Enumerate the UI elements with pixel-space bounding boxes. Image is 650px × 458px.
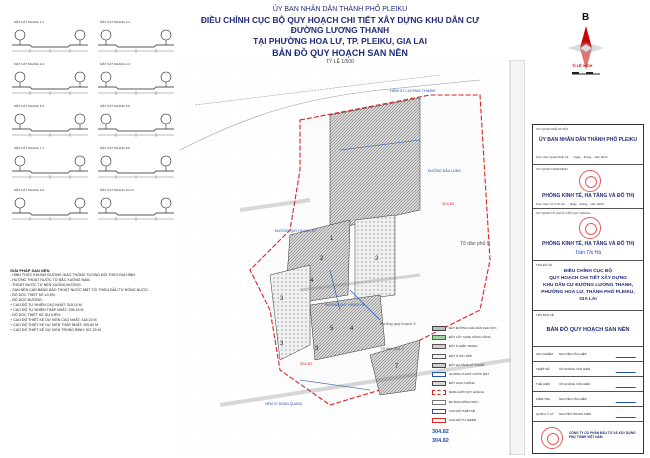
north-compass xyxy=(566,14,606,78)
legend-item xyxy=(432,380,522,388)
lot-label: 4 xyxy=(310,278,314,284)
tb-project-label: TÊN ĐỒ ÁN xyxy=(536,263,553,267)
legend-label: HƯỚNG THOÁT NƯỚC MẶT xyxy=(449,372,490,376)
legend-swatch xyxy=(432,418,446,423)
tb-drawing-name: BẢN ĐỒ QUY HOẠCH SAN NỀN xyxy=(546,327,630,333)
lot-label: 3 xyxy=(280,341,284,347)
legend-label: ĐẤT CÂY XANH CÔNG CỘNG xyxy=(449,335,491,340)
notes-line: - HÌNH THỨC KHUNG ĐƯỜNG GIAO THÔNG TƯƠNG ĐỐI THEO ĐỊA HÌNH. xyxy=(10,273,136,277)
cross-section-title: MẶT CẮT NGANG 9-9 xyxy=(14,188,45,192)
road-label-2: ĐƯỜNG QUY HOẠCH 12 xyxy=(275,229,316,233)
legend-label: ĐẤT GIAO THÔNG xyxy=(449,381,475,386)
cross-section-profile xyxy=(96,109,176,139)
tb-appraise xyxy=(533,165,643,209)
cross-section xyxy=(10,188,90,222)
legend-item xyxy=(432,362,522,370)
tb-project-line: GIA LAI xyxy=(579,297,597,302)
cross-section-title: MẶT CẮT NGANG 8-8 xyxy=(100,146,131,150)
tb-approve-note: Kèm theo Quyết định số:…, Ngày…tháng…năm 2024 xyxy=(536,155,608,159)
cross-section-title: MẶT CẮT NGANG 3-3 xyxy=(14,62,45,66)
tb-project-line: ĐIỀU CHỈNH CỤC BỘ xyxy=(563,269,613,274)
legend-swatch xyxy=(432,363,446,368)
cross-section-profile xyxy=(10,25,90,55)
legend-swatch xyxy=(432,344,446,349)
notes-line: - ĐỘ DỐC THIẾT KẾ ≥0,4%. xyxy=(10,293,56,297)
elevation-label: 304.82 xyxy=(442,201,455,206)
tb-role-row xyxy=(533,407,643,422)
notes-line: - ĐỘ DỐC ĐƯỜNG: xyxy=(10,298,43,302)
road-label-1: HẺM 37 LƯƠNG THẠNH xyxy=(390,88,436,93)
signature-mark xyxy=(616,365,639,373)
tb-approve-label: CƠ QUAN PHÊ DUYỆT xyxy=(536,127,569,131)
tb-organize-label: CƠ QUAN TỔ CHỨC LẬP QUY HOẠCH xyxy=(536,211,591,215)
tb-role-name: VÕ HOÀNG VĂN HIỆN xyxy=(559,367,591,371)
cross-sections-panel xyxy=(10,20,180,260)
legend-item xyxy=(432,353,522,361)
road-label-6: HẺM 47 ĐOÀN QUANG xyxy=(265,402,303,406)
legend-swatch xyxy=(432,409,446,414)
legend-label: RANH GIỚI QUY HOẠCH xyxy=(449,390,484,395)
legend-item xyxy=(432,371,522,379)
cross-section-profile xyxy=(96,193,176,223)
road-label-7: Tổ dân phố 9 xyxy=(460,241,490,247)
tb-project-line: QUY HOẠCH CHI TIẾT XÂY DỰNG xyxy=(549,276,627,281)
road-label-4: ĐƯỜNG QUY HOẠCH 8 xyxy=(325,303,364,307)
cross-section xyxy=(96,62,176,96)
notes-line: - THOÁT NƯỚC TỪ NỀN XUỐNG ĐƯỜNG. xyxy=(10,283,82,287)
tb-drawing xyxy=(533,311,643,347)
cross-section xyxy=(96,104,176,138)
scale-label: TỈ LỆ XÍCH xyxy=(572,63,593,68)
road-label-8: Tổ dân phố 7 xyxy=(380,346,404,351)
notes-line: + CAO ĐỘ TỰ NHIÊN CAO NHẤT: 315,15 M xyxy=(10,303,82,307)
road-label-3: ĐƯỜNG ĐẦU LONG xyxy=(428,169,462,173)
tb-appraise-note: Kèm theo Tờ trình số:…, Ngày…tháng…năm 2024 xyxy=(536,202,604,206)
title-line-1: ĐIỀU CHỈNH CỤC BỘ QUY HOẠCH CHI TIẾT XÂY DỰNG KHU DÂN CƯ ĐƯỜNG LƯƠNG THANH xyxy=(200,15,480,35)
cross-section xyxy=(10,62,90,96)
legend-item xyxy=(432,389,522,397)
cross-section xyxy=(10,104,90,138)
tb-role: CHỦ NHIỆM xyxy=(536,352,553,356)
red-stamp xyxy=(579,217,601,239)
cross-section-title: MẶT CẮT NGANG 6-6 xyxy=(100,104,131,108)
cross-section-title: MẶT CẮT NGANG 7-7 xyxy=(14,146,45,150)
cross-section xyxy=(96,188,176,222)
legend-swatch xyxy=(432,400,446,405)
legend-item xyxy=(432,334,522,342)
tb-consultant xyxy=(533,423,643,453)
tb-role: QUẢN LÝ KT xyxy=(536,412,554,416)
cross-section xyxy=(96,20,176,54)
lot-label: 2 xyxy=(320,256,324,262)
compass-letter: B xyxy=(582,12,590,23)
cross-section-title: MẶT CẮT NGANG 10-10 xyxy=(100,188,134,192)
authority-name: ỦY BAN NHÂN DÂN THÀNH PHỐ PLEIKU xyxy=(272,6,408,13)
cross-section-profile xyxy=(96,151,176,181)
notes-line: - SAN NỀN CÂN BẰNG BẢO THOÁT NƯỚC MẶT TỐI THIỂU ĐẦU TƯ ĐỒNG NƯỚC. xyxy=(10,288,149,292)
drawing-header xyxy=(190,6,490,65)
notes-lines xyxy=(10,273,190,333)
compass-icon xyxy=(566,14,606,78)
cross-section-profile xyxy=(10,193,90,223)
lot-label: 5 xyxy=(330,326,334,332)
tb-role-row xyxy=(533,362,643,377)
cross-section-title: MẶT CẮT NGANG 2-2 xyxy=(100,20,131,24)
signature-mark xyxy=(616,410,639,418)
lot-label: 4 xyxy=(350,326,354,332)
cross-section-profile xyxy=(96,25,176,55)
road-label-5: Đường quy hoạch 5 xyxy=(380,321,416,326)
legend-label: ĐƯỜNG ĐỒNG MỨC xyxy=(449,399,479,404)
cross-section-profile xyxy=(10,67,90,97)
tb-role-name: NGUYỄN TRUNG KIÊN xyxy=(559,412,592,416)
legend-label: CAO ĐỘ THIẾT KẾ xyxy=(449,408,476,413)
title-line-2: TẠI PHƯỜNG HOA LƯ, TP. PLEIKU, GIA LAI xyxy=(253,36,427,46)
legend-label: CAO ĐỘ TỰ NHIÊN xyxy=(449,418,477,422)
cross-section-title: MẶT CẮT NGANG 1-1 xyxy=(14,20,45,24)
lot-label: 1 xyxy=(330,236,334,242)
tb-project-line: PHƯỜNG HOA LƯ, THÀNH PHỐ PLEIKU, xyxy=(541,290,635,295)
tb-role: THỂ HIỆN xyxy=(536,382,551,386)
tb-drawing-label: TÊN BẢN VẼ xyxy=(536,313,554,317)
legend-label: ĐẤT HẠ TẦNG KỸ THUẬT xyxy=(449,362,485,367)
signature-mark xyxy=(616,395,639,403)
notes-line: + CAO ĐỘ TỰ NHIÊN THẤP NHẤT: 295,15 M xyxy=(10,308,84,312)
tb-appraise-org: PHÒNG KINH TẾ, HẠ TẦNG VÀ ĐÔ THỊ xyxy=(542,193,634,199)
title-block xyxy=(532,124,644,454)
red-stamp xyxy=(541,427,563,449)
tb-organize xyxy=(533,209,643,261)
cross-section-title: MẶT CẮT NGANG 4-4 xyxy=(100,62,131,66)
tb-approve-org: ỦY BAN NHÂN DÂN THÀNH PHỐ PLEIKU xyxy=(539,137,637,143)
tb-organize-org: PHÒNG KINH TẾ, HẠ TẦNG VÀ ĐÔ THỊ xyxy=(542,241,634,247)
tb-role-name: NGUYỄN VĂN HIỆP xyxy=(559,397,587,401)
legend-item xyxy=(432,399,522,407)
tb-consultant-name: CÔNG TY CỔ PHẦN ĐẦU TƯ VÀ XÂY DỰNG PHÚ THỊNH VIỆT NAM xyxy=(569,431,636,440)
notes-line: + CAO ĐỘ THIẾT KẾ DỰ KIẾN TRUNG BÌNH: 307,29 M xyxy=(10,328,101,332)
cross-section-title: MẶT CẮT NGANG 5-5 xyxy=(14,104,45,108)
red-stamp xyxy=(579,170,601,192)
legend-swatch xyxy=(432,354,446,359)
signature-mark xyxy=(616,380,639,388)
tb-role: KIỂM TRA xyxy=(536,397,551,401)
tb-approve xyxy=(533,125,643,165)
legend-swatch xyxy=(432,390,446,395)
tb-role: THIẾT KẾ xyxy=(536,367,550,371)
tb-appraise-label: CƠ QUAN THẨM ĐỊNH xyxy=(536,167,568,171)
notes-title: GIẢI PHÁP SAN NỀN xyxy=(10,268,50,273)
tb-signer: Trần Thị Hà xyxy=(574,250,602,256)
tb-project xyxy=(533,261,643,311)
elevation-label: 304.82 xyxy=(300,361,313,366)
tb-role-name: VÕ HOÀNG VĂN HIỆN xyxy=(559,382,591,386)
tb-role-row xyxy=(533,392,643,407)
legend-elev-design: 304.82 xyxy=(432,429,449,435)
legend-swatch xyxy=(432,335,446,340)
legend-elev-natural: 304.82 xyxy=(432,438,449,444)
tb-role-row xyxy=(533,347,643,362)
grading-notes xyxy=(10,268,190,333)
cross-section-profile xyxy=(10,109,90,139)
legend-label: ĐẤT Ở HIỆN TRẠNG xyxy=(449,344,478,349)
signature-mark xyxy=(616,350,639,358)
cross-section xyxy=(10,20,90,54)
legend-label: ĐẤT Ở XÂY MỚI xyxy=(449,353,472,358)
lot-label: 2 xyxy=(375,256,379,262)
legend-swatch xyxy=(432,326,446,331)
legend-item xyxy=(432,408,522,416)
legend-item xyxy=(432,417,522,425)
cross-section xyxy=(96,146,176,180)
drawing-name: BẢN ĐỒ QUY HOẠCH SAN NỀN xyxy=(272,48,408,58)
notes-line: + CAO ĐỘ THIẾT KẾ DỰ KIẾN THẤP NHẤT: 299,82 M xyxy=(10,323,99,327)
tb-role-row xyxy=(533,377,643,392)
legend-item xyxy=(432,325,522,333)
legend-item xyxy=(432,343,522,351)
lot-label: 3 xyxy=(280,296,284,302)
lot-label: 7 xyxy=(395,364,399,370)
lot-label: 3 xyxy=(315,346,319,352)
notes-line: - HƯỚNG THOÁT NƯỚC TỪ BẮC XUỐNG NAM. xyxy=(10,278,91,282)
cross-section xyxy=(10,146,90,180)
notes-line: - ĐỘ DỐC THIẾT KẾ DỰ KIẾN: xyxy=(10,313,61,317)
legend-label: ĐẤT ĐƯỜNG NHÀ DÂN KHU VỰC xyxy=(449,326,497,330)
tb-project-line: KHU DÂN CƯ ĐƯỜNG LƯƠNG THANH, xyxy=(543,283,633,288)
legend-swatch xyxy=(432,381,446,386)
notes-line: + CAO ĐỘ THIẾT KẾ DỰ KIẾN CAO NHẤT: 318,15 M xyxy=(10,318,97,322)
tb-role-name: NGUYỄN VĂN HIỆP xyxy=(559,352,587,356)
cross-section-profile xyxy=(96,67,176,97)
legend-swatch xyxy=(432,372,446,377)
cross-section-profile xyxy=(10,151,90,181)
